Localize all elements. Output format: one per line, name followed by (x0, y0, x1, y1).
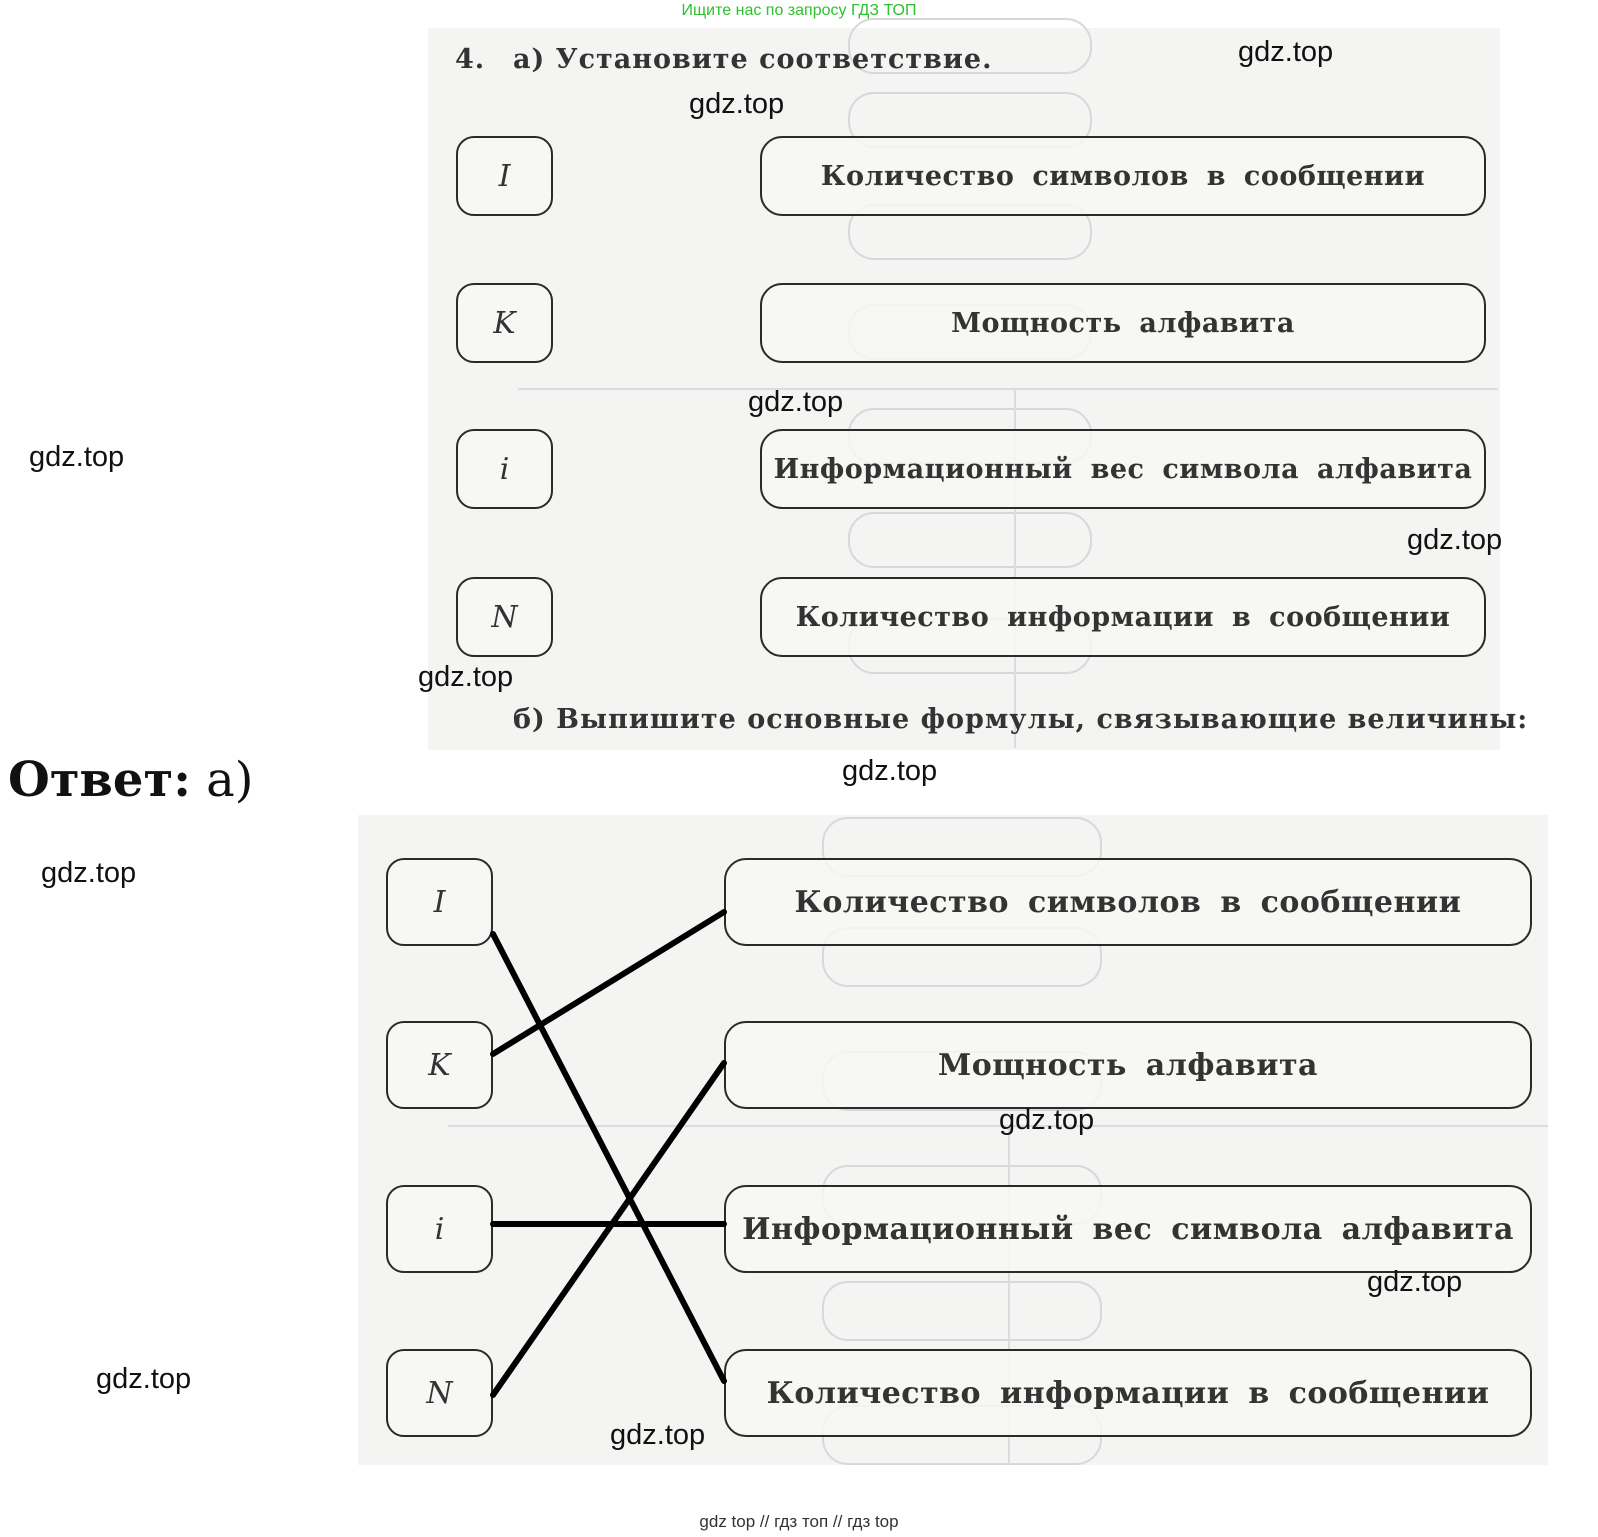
watermark: gdz.top (999, 1104, 1095, 1136)
watermark: gdz.top (29, 441, 125, 473)
definition-box-info-amount: Количество информации в сообщении (760, 577, 1486, 657)
answer-definition-box-alphabet-power: Мощность алфавита (724, 1021, 1532, 1109)
answer-label: Ответ: (8, 752, 191, 808)
answer-definition-box-symbol-weight: Информационный вес символа алфавита (724, 1185, 1532, 1273)
match-line-K (493, 912, 724, 1054)
answer-definition-box-info-amount: Количество информации в сообщении (724, 1349, 1532, 1437)
match-line-N (493, 1063, 724, 1395)
answer-variable-box-I: I (386, 858, 493, 946)
answer-part: а) (206, 752, 254, 808)
variable-box-N: N (456, 577, 553, 657)
answer-definition-box-symbols-count: Количество символов в сообщении (724, 858, 1532, 946)
watermark: gdz.top (1367, 1266, 1463, 1298)
watermark: gdz.top (1238, 36, 1334, 68)
watermark: gdz.top (41, 857, 137, 889)
footer-links[interactable]: gdz top // гдз топ // гдз top (699, 1512, 899, 1531)
answer-variable-box-K: K (386, 1021, 493, 1109)
variable-box-I: I (456, 136, 553, 216)
answer-variable-box-i: i (386, 1185, 493, 1273)
watermark: gdz.top (418, 661, 514, 693)
top-banner[interactable]: Ищите нас по запросу ГДЗ ТОП (681, 2, 917, 19)
watermark: gdz.top (689, 88, 785, 120)
match-line-I (493, 934, 724, 1381)
definition-box-symbol-weight: Информационный вес символа алфавита (760, 429, 1486, 509)
answer-variable-box-N: N (386, 1349, 493, 1437)
variable-box-K: K (456, 283, 553, 363)
watermark: gdz.top (842, 755, 938, 787)
task-number: 4. (455, 44, 486, 75)
definition-box-alphabet-power: Мощность алфавита (760, 283, 1486, 363)
variable-box-i: i (456, 429, 553, 509)
task-part-b: б) Выпишите основные формулы, связывающие величины: (513, 704, 1529, 735)
task-part-a: а) Установите соответствие. (513, 44, 993, 75)
watermark: gdz.top (748, 386, 844, 418)
watermark: gdz.top (96, 1363, 192, 1395)
watermark: gdz.top (610, 1419, 706, 1451)
watermark: gdz.top (1407, 524, 1503, 556)
definition-box-symbols-count: Количество символов в сообщении (760, 136, 1486, 216)
